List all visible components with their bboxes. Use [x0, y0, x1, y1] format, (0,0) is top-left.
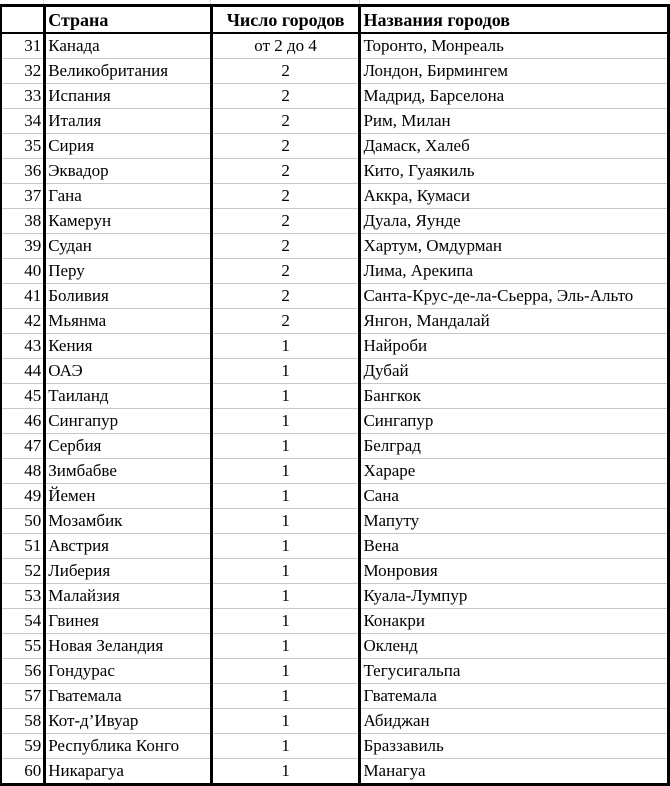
table-row [1, 434, 669, 459]
table-row [1, 284, 669, 309]
table-row [1, 684, 669, 709]
row-number-cell[interactable]: 52 [1, 559, 45, 584]
country-cell[interactable]: Республика Конго [45, 734, 212, 759]
country-cell[interactable]: Сингапур [45, 409, 212, 434]
country-cell[interactable]: Мозамбик [45, 509, 212, 534]
city-names-cell[interactable]: Рим, Милан [360, 109, 669, 134]
city-names-cell[interactable]: Хараре [360, 459, 669, 484]
table-row [1, 359, 669, 384]
table-row [1, 134, 669, 159]
city-names-cell[interactable]: Куала-Лумпур [360, 584, 669, 609]
row-number-cell[interactable]: 42 [1, 309, 45, 334]
table-row [1, 84, 669, 109]
table-row [1, 259, 669, 284]
country-cell[interactable]: Зимбабве [45, 459, 212, 484]
table-row [1, 159, 669, 184]
city-count-cell[interactable]: 2 [211, 209, 360, 234]
row-number-cell[interactable]: 31 [1, 33, 45, 59]
row-number-cell[interactable]: 40 [1, 259, 45, 284]
city-count-cell[interactable]: 1 [211, 334, 360, 359]
country-cell[interactable]: Австрия [45, 534, 212, 559]
country-cell[interactable]: Судан [45, 234, 212, 259]
city-names-cell[interactable]: Кито, Гуаякиль [360, 159, 669, 184]
city-names-cell[interactable]: Браззавиль [360, 734, 669, 759]
row-number-cell[interactable]: 51 [1, 534, 45, 559]
country-cell[interactable]: Кения [45, 334, 212, 359]
row-number-cell[interactable]: 34 [1, 109, 45, 134]
table-row [1, 33, 669, 59]
table-row [1, 109, 669, 134]
header-num[interactable] [1, 6, 45, 34]
row-number-cell[interactable]: 58 [1, 709, 45, 734]
city-count-cell[interactable]: 1 [211, 659, 360, 684]
city-names-cell[interactable]: Окленд [360, 634, 669, 659]
city-names-cell[interactable]: Сана [360, 484, 669, 509]
header-row [1, 6, 669, 34]
country-cell[interactable]: Либерия [45, 559, 212, 584]
table-row [1, 634, 669, 659]
city-names-cell[interactable]: Аккра, Кумаси [360, 184, 669, 209]
row-number-cell[interactable]: 33 [1, 84, 45, 109]
row-number-cell[interactable]: 49 [1, 484, 45, 509]
country-cell[interactable]: Перу [45, 259, 212, 284]
table-row [1, 709, 669, 734]
city-count-cell[interactable]: 1 [211, 584, 360, 609]
city-count-cell[interactable]: 2 [211, 84, 360, 109]
row-number-cell[interactable]: 32 [1, 59, 45, 84]
city-count-cell[interactable]: 1 [211, 559, 360, 584]
row-number-cell[interactable]: 39 [1, 234, 45, 259]
row-number-cell[interactable]: 60 [1, 759, 45, 785]
row-number-cell[interactable]: 35 [1, 134, 45, 159]
country-cell[interactable]: Камерун [45, 209, 212, 234]
city-names-cell[interactable]: Тегусигальпа [360, 659, 669, 684]
city-names-cell[interactable]: Дамаск, Халеб [360, 134, 669, 159]
row-number-cell[interactable]: 54 [1, 609, 45, 634]
city-count-cell[interactable]: 1 [211, 409, 360, 434]
city-names-cell[interactable]: Гватемала [360, 684, 669, 709]
city-names-cell[interactable]: Янгон, Мандалай [360, 309, 669, 334]
city-names-cell[interactable]: Монровия [360, 559, 669, 584]
country-cell[interactable]: Никарагуа [45, 759, 212, 785]
row-number-cell[interactable]: 46 [1, 409, 45, 434]
country-cell[interactable]: Йемен [45, 484, 212, 509]
country-cell[interactable]: Малайзия [45, 584, 212, 609]
city-count-cell[interactable]: 1 [211, 459, 360, 484]
row-number-cell[interactable]: 44 [1, 359, 45, 384]
city-count-cell[interactable]: 2 [211, 59, 360, 84]
row-number-cell[interactable]: 47 [1, 434, 45, 459]
table-row [1, 509, 669, 534]
country-cell[interactable]: Мьянма [45, 309, 212, 334]
city-count-cell[interactable]: 1 [211, 609, 360, 634]
city-names-cell[interactable]: Сингапур [360, 409, 669, 434]
city-names-cell[interactable]: Конакри [360, 609, 669, 634]
row-number-cell[interactable]: 41 [1, 284, 45, 309]
city-names-cell[interactable]: Абиджан [360, 709, 669, 734]
row-number-cell[interactable]: 43 [1, 334, 45, 359]
city-count-cell[interactable]: 1 [211, 509, 360, 534]
table-row [1, 184, 669, 209]
table-row [1, 734, 669, 759]
country-cell[interactable]: Таиланд [45, 384, 212, 409]
table-row [1, 384, 669, 409]
city-names-cell[interactable]: Найроби [360, 334, 669, 359]
country-cell[interactable]: ОАЭ [45, 359, 212, 384]
city-names-cell[interactable]: Белград [360, 434, 669, 459]
city-count-cell[interactable]: 2 [211, 184, 360, 209]
city-count-cell[interactable]: от 2 до 4 [211, 33, 360, 59]
row-number-cell[interactable]: 57 [1, 684, 45, 709]
city-count-cell[interactable]: 2 [211, 309, 360, 334]
header-country[interactable]: Страна [45, 6, 212, 34]
row-number-cell[interactable]: 55 [1, 634, 45, 659]
table-row [1, 409, 669, 434]
city-count-cell[interactable]: 2 [211, 109, 360, 134]
row-number-cell[interactable]: 59 [1, 734, 45, 759]
city-count-cell[interactable]: 1 [211, 734, 360, 759]
city-names-cell[interactable]: Дуала, Яунде [360, 209, 669, 234]
country-cell[interactable]: Эквадор [45, 159, 212, 184]
country-cell[interactable]: Гана [45, 184, 212, 209]
city-names-cell[interactable]: Манагуа [360, 759, 669, 785]
row-number-cell[interactable]: 56 [1, 659, 45, 684]
city-count-cell[interactable]: 1 [211, 359, 360, 384]
country-cell[interactable]: Сирия [45, 134, 212, 159]
header-cities[interactable]: Названия городов [360, 6, 669, 34]
city-count-cell[interactable]: 1 [211, 709, 360, 734]
row-number-cell[interactable]: 36 [1, 159, 45, 184]
city-count-cell[interactable]: 2 [211, 134, 360, 159]
table-row [1, 309, 669, 334]
city-count-cell[interactable]: 2 [211, 159, 360, 184]
city-count-cell[interactable]: 1 [211, 684, 360, 709]
row-number-cell[interactable]: 37 [1, 184, 45, 209]
city-count-cell[interactable]: 1 [211, 534, 360, 559]
country-cell[interactable]: Великобритания [45, 59, 212, 84]
city-count-cell[interactable]: 1 [211, 484, 360, 509]
country-cell[interactable]: Испания [45, 84, 212, 109]
country-cell[interactable]: Гондурас [45, 659, 212, 684]
country-cell[interactable]: Гватемала [45, 684, 212, 709]
table-row [1, 209, 669, 234]
city-count-cell[interactable]: 2 [211, 234, 360, 259]
row-number-cell[interactable]: 38 [1, 209, 45, 234]
country-cell[interactable]: Кот-д’Ивуар [45, 709, 212, 734]
city-names-cell[interactable]: Лима, Арекипа [360, 259, 669, 284]
city-count-cell[interactable]: 1 [211, 634, 360, 659]
city-names-cell[interactable]: Санта-Крус-де-ла-Сьерра, Эль-Альто [360, 284, 669, 309]
city-count-cell[interactable]: 1 [211, 759, 360, 785]
row-number-cell[interactable]: 48 [1, 459, 45, 484]
city-names-cell[interactable]: Мадрид, Барселона [360, 84, 669, 109]
table-row [1, 484, 669, 509]
city-count-cell[interactable]: 1 [211, 384, 360, 409]
table-row [1, 584, 669, 609]
city-names-cell[interactable]: Мапуту [360, 509, 669, 534]
country-cell[interactable]: Италия [45, 109, 212, 134]
table-row [1, 609, 669, 634]
city-names-cell[interactable]: Вена [360, 534, 669, 559]
city-count-cell[interactable]: 2 [211, 284, 360, 309]
header-count[interactable]: Число городов [211, 6, 360, 34]
countries-cities-table [0, 4, 670, 786]
row-number-cell[interactable]: 53 [1, 584, 45, 609]
city-names-cell[interactable]: Дубай [360, 359, 669, 384]
row-number-cell[interactable]: 45 [1, 384, 45, 409]
country-cell[interactable]: Гвинея [45, 609, 212, 634]
city-names-cell[interactable]: Бангкок [360, 384, 669, 409]
row-number-cell[interactable]: 50 [1, 509, 45, 534]
country-cell[interactable]: Новая Зеландия [45, 634, 212, 659]
country-cell[interactable]: Сербия [45, 434, 212, 459]
city-names-cell[interactable]: Торонто, Монреаль [360, 33, 669, 59]
country-cell[interactable]: Канада [45, 33, 212, 59]
table-row [1, 334, 669, 359]
table-row [1, 459, 669, 484]
table-row [1, 234, 669, 259]
city-names-cell[interactable]: Хартум, Омдурман [360, 234, 669, 259]
table-row [1, 534, 669, 559]
table-row [1, 559, 669, 584]
city-count-cell[interactable]: 2 [211, 259, 360, 284]
city-names-cell[interactable]: Лондон, Бирмингем [360, 59, 669, 84]
city-count-cell[interactable]: 1 [211, 434, 360, 459]
table-row [1, 659, 669, 684]
table-row [1, 59, 669, 84]
country-cell[interactable]: Боливия [45, 284, 212, 309]
